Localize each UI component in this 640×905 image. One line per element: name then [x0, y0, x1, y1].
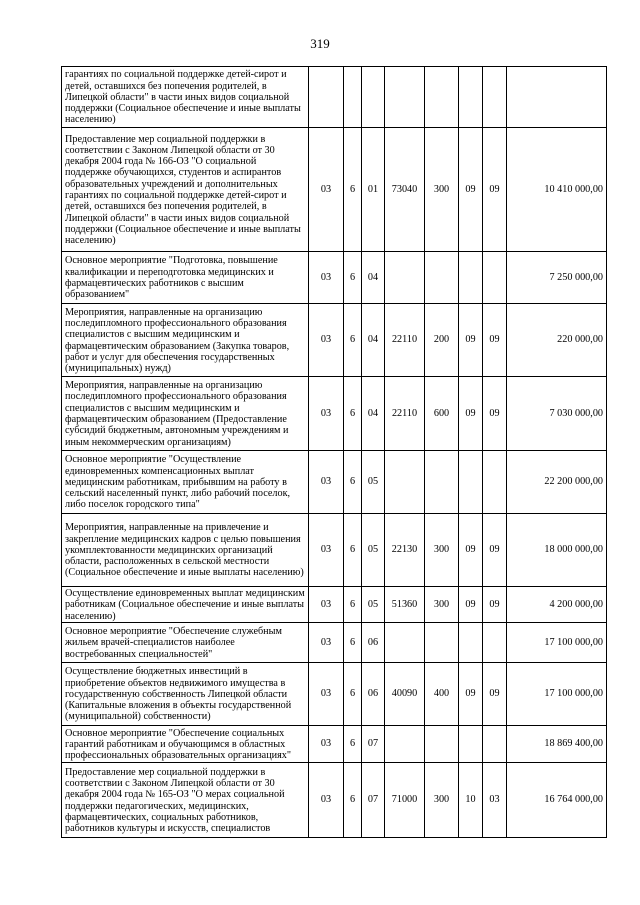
code-subsection — [483, 67, 507, 128]
code-expense-type — [425, 726, 459, 763]
code-subprogram: 6 — [344, 128, 362, 252]
code-expense-type: 200 — [425, 304, 459, 377]
row-description: Основное мероприятие "Обеспечение служебным жильем врачей-специалистов наиболее востребованных специальностей" — [62, 623, 309, 663]
page-number: 319 — [310, 36, 330, 51]
row-amount: 17 100 000,00 — [507, 663, 607, 726]
row-amount — [507, 67, 607, 128]
row-amount: 18 869 400,00 — [507, 726, 607, 763]
code-subsection: 09 — [483, 304, 507, 377]
code-event: 06 — [362, 663, 385, 726]
code-subprogram: 6 — [344, 763, 362, 838]
row-description: Предоставление мер социальной поддержки в соответствии с Законом Липецкой области от 30 декабря 2004 года № 165-ОЗ "О мерах социальной поддержки педагогических, медицинских, фармацевтических, социальных работников, работников культуры и искусств, специалистов — [62, 763, 309, 838]
code-subsection: 09 — [483, 128, 507, 252]
code-section — [459, 726, 483, 763]
code-section: 09 — [459, 304, 483, 377]
row-description: Предоставление мер социальной поддержки в соответствии с Законом Липецкой области от 30 декабря 2004 года № 166-ОЗ "О социальной поддержке обучающихся, студентов и аспирантов образовательных учреждений и дополнительных гарантиях по социальной поддержке детей-сирот и детей, оставшихся без попечения родителей, в Липецкой области" в части иных видов социальной поддержки (Социальное обеспечение и иные выплаты населению) — [62, 128, 309, 252]
code-subprogram: 6 — [344, 377, 362, 451]
row-amount: 10 410 000,00 — [507, 128, 607, 252]
code-program: 03 — [309, 514, 344, 587]
row-description: Осуществление бюджетных инвестиций в приобретение объектов недвижимого имущества в государственную собственность Липецкой области (Капитальные вложения в объекты государственной (муниципальной) собственности) — [62, 663, 309, 726]
table-row — [62, 763, 607, 838]
table-row — [62, 663, 607, 726]
table-row — [62, 377, 607, 451]
table-row — [62, 623, 607, 663]
code-subsection — [483, 451, 507, 514]
code-section: 09 — [459, 514, 483, 587]
code-expense-type: 300 — [425, 514, 459, 587]
code-program: 03 — [309, 304, 344, 377]
code-subsection: 09 — [483, 377, 507, 451]
code-direction — [385, 252, 425, 304]
code-subprogram: 6 — [344, 623, 362, 663]
code-subsection: 09 — [483, 663, 507, 726]
code-event: 05 — [362, 514, 385, 587]
code-event — [362, 67, 385, 128]
code-expense-type — [425, 623, 459, 663]
code-expense-type: 300 — [425, 763, 459, 838]
table-row — [62, 726, 607, 763]
code-section: 09 — [459, 128, 483, 252]
code-subsection — [483, 252, 507, 304]
code-program: 03 — [309, 726, 344, 763]
table-row — [62, 67, 607, 128]
code-section — [459, 67, 483, 128]
table-row — [62, 128, 607, 252]
table-row — [62, 451, 607, 514]
code-direction: 22110 — [385, 304, 425, 377]
table-body — [62, 67, 607, 838]
row-description: Мероприятия, направленные на организацию последипломного профессионального образования специалистов с высшим медицинским и фармацевтическим образованием (Предоставление субсидий бюджетным, автономным учреждениям и иным некоммерческим организациям) — [62, 377, 309, 451]
row-amount: 22 200 000,00 — [507, 451, 607, 514]
code-program: 03 — [309, 128, 344, 252]
row-amount: 18 000 000,00 — [507, 514, 607, 587]
code-program: 03 — [309, 451, 344, 514]
code-section — [459, 623, 483, 663]
code-direction: 22130 — [385, 514, 425, 587]
code-subprogram: 6 — [344, 663, 362, 726]
code-subprogram — [344, 67, 362, 128]
code-event: 05 — [362, 587, 385, 623]
code-event: 07 — [362, 726, 385, 763]
code-section: 09 — [459, 663, 483, 726]
code-program: 03 — [309, 377, 344, 451]
row-description: Основное мероприятие "Подготовка, повышение квалификации и переподготовка медицинских и фармацевтических работников с высшим образованием" — [62, 252, 309, 304]
row-description: Основное мероприятие "Обеспечение социальных гарантий работникам и обучающимся в областных профессиональных образовательных организациях" — [62, 726, 309, 763]
code-expense-type: 600 — [425, 377, 459, 451]
code-program: 03 — [309, 252, 344, 304]
row-description: Мероприятия, направленные на организацию последипломного профессионального образования специалистов с высшим медицинским и фармацевтическим образованием (Закупка товаров, работ и услуг для обеспечения государственных (муниципальных) нужд) — [62, 304, 309, 377]
code-event: 07 — [362, 763, 385, 838]
code-section — [459, 451, 483, 514]
code-section: 09 — [459, 587, 483, 623]
code-direction — [385, 726, 425, 763]
code-subsection — [483, 623, 507, 663]
code-direction — [385, 451, 425, 514]
code-expense-type: 300 — [425, 128, 459, 252]
code-event: 05 — [362, 451, 385, 514]
code-expense-type — [425, 252, 459, 304]
row-description: Основное мероприятие "Осуществление единовременных компенсационных выплат медицинским работникам, прибывшим на работу в сельский населенный пункт, либо рабочий поселок, либо поселок городского типа" — [62, 451, 309, 514]
code-subprogram: 6 — [344, 451, 362, 514]
row-amount: 17 100 000,00 — [507, 623, 607, 663]
code-expense-type: 300 — [425, 587, 459, 623]
code-direction — [385, 623, 425, 663]
code-direction — [385, 67, 425, 128]
code-expense-type — [425, 451, 459, 514]
code-subprogram: 6 — [344, 304, 362, 377]
code-event: 04 — [362, 252, 385, 304]
code-event: 04 — [362, 304, 385, 377]
code-program: 03 — [309, 623, 344, 663]
code-program: 03 — [309, 663, 344, 726]
code-event: 06 — [362, 623, 385, 663]
row-amount: 16 764 000,00 — [507, 763, 607, 838]
code-program: 03 — [309, 763, 344, 838]
code-expense-type — [425, 67, 459, 128]
code-direction: 22110 — [385, 377, 425, 451]
code-subsection: 09 — [483, 514, 507, 587]
code-subprogram: 6 — [344, 726, 362, 763]
table-row — [62, 587, 607, 623]
code-subprogram: 6 — [344, 252, 362, 304]
code-direction: 71000 — [385, 763, 425, 838]
row-description: гарантиях по социальной поддержке детей-сирот и детей, оставшихся без попечения родителей, в Липецкой области" в части иных видов социальной поддержки (Социальное обеспечение и иные выплаты населению) — [62, 67, 309, 128]
code-direction: 40090 — [385, 663, 425, 726]
code-section — [459, 252, 483, 304]
code-section: 10 — [459, 763, 483, 838]
table-row — [62, 252, 607, 304]
code-event: 04 — [362, 377, 385, 451]
code-subsection — [483, 726, 507, 763]
code-expense-type: 400 — [425, 663, 459, 726]
code-subprogram: 6 — [344, 587, 362, 623]
code-program: 03 — [309, 587, 344, 623]
row-amount: 7 030 000,00 — [507, 377, 607, 451]
table-row — [62, 304, 607, 377]
row-description: Мероприятия, направленные на привлечение и закрепление медицинских кадров с целью повышения укомплектованности медицинских организаций области, расположенных в сельской местности (Социальное обеспечение и иные выплаты населению) — [62, 514, 309, 587]
code-subprogram: 6 — [344, 514, 362, 587]
budget-table — [61, 66, 607, 838]
code-direction: 51360 — [385, 587, 425, 623]
row-amount: 220 000,00 — [507, 304, 607, 377]
code-subsection: 03 — [483, 763, 507, 838]
code-subsection: 09 — [483, 587, 507, 623]
code-event: 01 — [362, 128, 385, 252]
code-direction: 73040 — [385, 128, 425, 252]
row-description: Осуществление единовременных выплат медицинским работникам (Социальное обеспечение и иные выплаты населению) — [62, 587, 309, 623]
table-row — [62, 514, 607, 587]
row-amount: 4 200 000,00 — [507, 587, 607, 623]
code-section: 09 — [459, 377, 483, 451]
code-program — [309, 67, 344, 128]
row-amount: 7 250 000,00 — [507, 252, 607, 304]
